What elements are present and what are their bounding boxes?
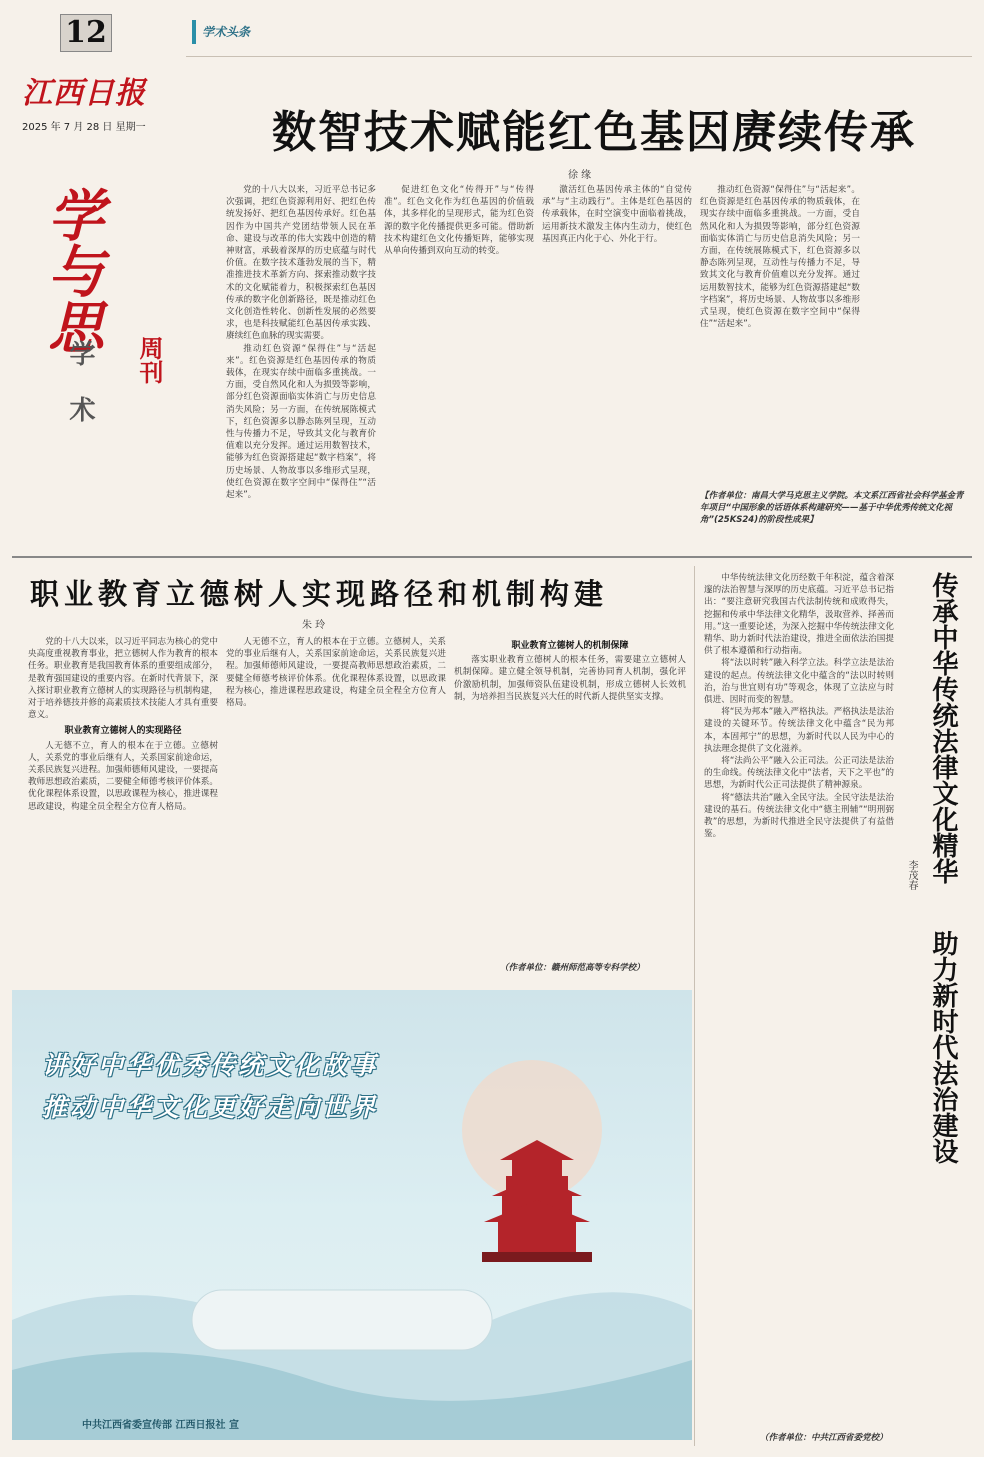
article1-funding-note-box: 【作者单位：南昌大学马克思主义学院。本文系江西省社会科学基金青年项目“中国形象的话语体系构建研究——基于中华优秀传统文化视角”(25KS24)的阶段性成果】: [700, 491, 964, 525]
article1-title: 数智技术赋能红色基因赓续传承: [272, 107, 916, 158]
article3-column: [704, 572, 894, 1428]
article2-column-2: [226, 636, 446, 976]
article2-subhead-1: 职业教育立德树人的实现路径: [64, 726, 182, 737]
paper-name: 江西日报: [22, 76, 146, 111]
article3-title-line1: 传承中华传统法律文化精华: [928, 572, 958, 884]
article3-author: 李茂春: [906, 860, 917, 890]
article1-paragraph: 推动红色资源“保得住”与“活起来”。红色资源是红色基因传承的物质载体，在现实存续中面临多重挑战。一方面，受自然风化和人为损毁等影响，部分红色资源面临实体消亡与历史信息消失风险；另一方面，在传统展陈模式下，红色资源多以静态陈列呈现，互动性与传播力不足，导致其文化与教育价值难以充分发挥。通过运用数智技术，能够为红色资源搭建起“数字档案”，将历史场景、人物故事以多维形式呈现，使红色资源在数字空间中“保得住”“活起来”。: [226, 343, 376, 501]
article1-author: 徐 缘: [568, 170, 592, 181]
article3-paragraph: 中华传统法律文化历经数千年积淀，蕴含着深邃的法治智慧与深厚的历史底蕴。习近平总书记指出：“要注意研究我国古代法制传统和成败得失，挖掘和传承中华法律文化精华，汲取营养、择善而用。”这一重要论述，为深入挖掘中华传统法律文化精华、助力新时代法治建设，推进全面依法治国提供了根本遵循和行动指南。: [704, 573, 894, 657]
section-logo: 学术头条: [192, 20, 250, 44]
fan-scroll: [192, 1290, 492, 1350]
weekly-big-title: 学与思: [39, 186, 105, 354]
column-divider: [694, 566, 695, 1446]
article1-paragraph: 激活红色基因传承主体的“自觉传承”与“主动践行”。主体是红色基因的传承载体，在时空演变中面临着挑战，运用新技术激发主体内生动力，使红色基因真正内化于心、外化于行。: [542, 185, 692, 244]
masthead-rule: [186, 56, 972, 57]
article2-paragraph: 人无德不立，育人的根本在于立德。立德树人，关系党的事业后继有人，关系国家前途命运，关系民族复兴进程。加强师德师风建设，一要提高教师思想政治素质，二要健全师德考核评价体系。优化课程体系设置，以思政课程为核心，推进课程思政建设，构建全员全程全方位育人格局。: [226, 637, 446, 709]
article2-intro: 党的十八大以来，以习近平同志为核心的党中央高度重视教育事业，把立德树人作为教育的根本任务。职业教育是我国教育体系的重要组成部分，是教育强国建设的重要内容。在新时代背景下，深入探讨职业教育立德树人的实现路径与机制构建，对于培养德技并修的高素质技术技能人才具有重要意义。: [28, 637, 218, 721]
article3-paragraph: 将“民为邦本”融入严格执法。严格执法是法治建设的关键环节。传统法律文化中蕴含“民为邦本，本固邦宁”的思想，为新时代以人民为中心的执法理念提供了文化滋养。: [704, 707, 894, 754]
article2-paragraph: 人无德不立，育人的根本在于立德。立德树人，关系党的事业后继有人，关系国家前途命运，关系民族复兴进程。加强师德师风建设，一要提高教师思想政治素质，二要健全师德考核评价体系。优化课程体系设置，以思政课程为核心，推进课程思政建设，构建全员全程全方位育人格局。: [28, 740, 218, 812]
article3-title-line2: 助力新时代法治建设: [928, 930, 958, 1164]
article2-paragraph: 落实职业教育立德树人的根本任务，需要建立立德树人机制保障。建立健全领导机制，完善协同育人机制，强化评价激励机制，加强师资队伍建设机制，形成立德树人长效机制，为培养担当民族复兴大任的时代新人提供坚实支撑。: [454, 655, 686, 702]
article2-column-1: [28, 636, 218, 976]
article1-paragraph: 促进红色文化“传得开”与“传得准”。红色文化作为红色基因的价值载体，其多样化的呈现形式，能为红色资源的数字化传播提供更多可能。借助新技术构建红色文化传播矩阵，能够实现从单向传播到双向互动的转变。: [384, 185, 534, 257]
article2-author: 朱 玲: [302, 620, 326, 631]
article3-author-unit: （作者单位：中共江西省委党校）: [760, 1433, 888, 1443]
page-number: 12: [65, 15, 107, 50]
banner-slogan-2: 推动中华文化更好走向世界: [42, 1093, 379, 1122]
page-number-box: [60, 14, 112, 52]
banner-footer: 中共江西省委宣传部 江西日报社 宣: [82, 1420, 239, 1431]
weekly-small-title: 周刊: [135, 336, 164, 384]
article1-column-1: [226, 184, 376, 549]
article3-paragraph: 将“德法共治”融入全民守法。全民守法是法治建设的基石。传统法律文化中“德主刑辅”“明刑弼教”的思想，为新时代推进全民守法提供了有益借鉴。: [704, 792, 894, 840]
article1-paragraph: 推动红色资源“保得住”与“活起来”。红色资源是红色基因传承的物质载体，在现实存续中面临多重挑战。一方面，受自然风化和人为损毁等影响，部分红色资源面临实体消亡与历史信息消失风险；另一方面，在传统展陈模式下，红色资源多以静态陈列呈现，互动性与传播力不足，导致其文化与教育价值难以充分发挥。通过运用数智技术，能够为红色资源搭建起“数字档案”，将历史场景、人物故事以多维形式呈现，使红色资源在数字空间中“保得住”“活起来”。: [700, 185, 860, 330]
article1-column-2: [384, 184, 534, 549]
issue-date: 2025 年 7 月 28 日 星期一: [22, 122, 146, 133]
banner-slogan-1: 讲好中华优秀传统文化故事: [42, 1051, 379, 1080]
article1-column-3: [542, 184, 692, 549]
article1-paragraph: 党的十八大以来，习近平总书记多次强调，把红色资源利用好、把红色传统发扬好、把红色基因传承好。红色基因作为中国共产党团结带领人民在革命、建设与改革的伟大实践中创造的精神财富，承载着深厚的历史底蕴与时代价值。在数字技术蓬勃发展的当下，精准推进技术革新方向、探索推动数字技术的文化赋能着力，积极探索红色基因传承的数字化创新路径，既是推动红色文化创造性转化、创新性发展的必然要求，也是科技赋能红色基因传承实践、赓续红色血脉的现实需要。: [226, 185, 376, 342]
section-divider: [12, 556, 972, 558]
article3-paragraph: 将“法以时转”融入科学立法。科学立法是法治建设的起点。传统法律文化中蕴含的“法以时转则治，治与世宜则有功”等观念，体现了立法应与时俱进、因时而变的智慧。: [704, 658, 894, 706]
promo-banner: [12, 990, 692, 1440]
article3-paragraph: 将“法尚公平”融入公正司法。公正司法是法治的生命线。传统法律文化中“法者，天下之平也”的思想，为新时代公正司法提供了精神源泉。: [704, 756, 894, 791]
column-name: 学术: [65, 340, 95, 452]
article2-subhead-2: 职业教育立德树人的机制保障: [511, 641, 629, 651]
article2-author-unit: （作者单位：赣州师范高等专科学校）: [500, 963, 645, 973]
article2-column-3: [454, 636, 686, 958]
article1-column-4: [700, 184, 860, 484]
article2-title: 职业教育立德树人实现路径和机制构建: [30, 577, 609, 611]
